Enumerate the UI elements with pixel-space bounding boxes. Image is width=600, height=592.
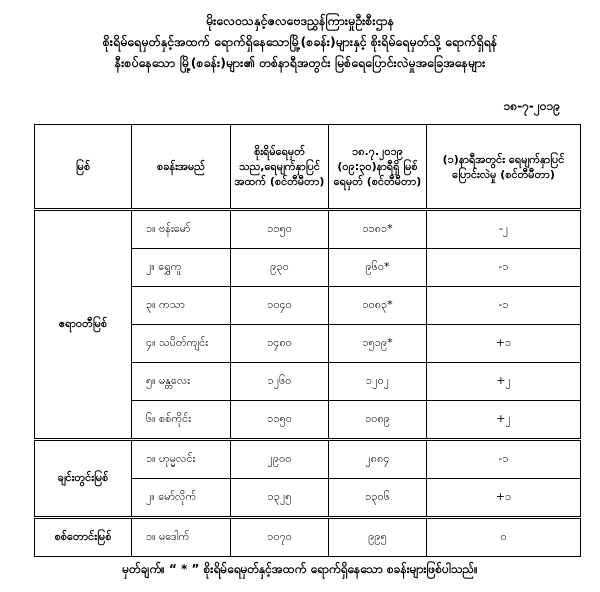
- hourly-change: +၂: [427, 363, 581, 401]
- danger-level: ၁၂၆၀: [231, 363, 329, 401]
- danger-level: ၂၉၀၀: [231, 440, 329, 479]
- current-level: ၁၀၈၉: [329, 401, 427, 440]
- header-line-3: နီးစပ်နေသော မြို့(စခန်း)များ၏ တစ်နာရီအတွင်း မြစ်ရေပြောင်းလဲမှုအခြေအနေများ: [114, 55, 486, 70]
- hourly-change: +၁: [427, 479, 581, 518]
- table-row: [35, 210, 581, 249]
- hourly-change: -၁: [427, 249, 581, 287]
- document-header: [0, 10, 600, 73]
- hourly-change: -၁: [427, 287, 581, 325]
- header-danger-level: စိုးရိမ်ရေမှတ် သည,ရေမျက်နှာပြင် အထက် (စင်တီမီတာ): [231, 125, 329, 210]
- footnote: မှတ်ချက်။ “ * ” စိုးရိမ်ရေမှတ်နှင့်အထက် ရောက်ရှိနေသော စခန်းများဖြစ်ပါသည်။: [122, 562, 478, 576]
- current-level: ၉၉၅: [329, 518, 427, 557]
- danger-level: ၁၀၇၀: [231, 518, 329, 557]
- hourly-change: +၂: [427, 401, 581, 440]
- station-name: ၄။ သပိတ်ကျင်း: [132, 325, 231, 363]
- header-current-level: ၁၈.၇.၂၀၁၉ (၀၉:၃၀)နာရီရှိ မြစ်ရေမှတ် (စင်တီမီတာ): [329, 125, 427, 210]
- station-name: ၃။ ကသာ: [132, 287, 231, 325]
- station-name: ၁။ ဟုမ္မလင်း: [132, 440, 231, 479]
- hourly-change: ၀: [427, 518, 581, 557]
- river-name: စစ်တောင်းမြစ်: [35, 518, 132, 557]
- report-date: ၁၈-၇-၂၀၁၉: [503, 99, 560, 113]
- hourly-change: -၁: [427, 440, 581, 479]
- current-level: ၉၆၀*: [329, 249, 427, 287]
- header-hourly-change: (၁)နာရီအတွင်း ရေမျက်နှာပြင်ပြောင်းလဲမှု (စင်တီမီတာ): [427, 125, 581, 210]
- danger-level: ၁၀၄၀: [231, 287, 329, 325]
- danger-level: ၁၄၈၀: [231, 325, 329, 363]
- station-name: ၂။ မော်လိုက်: [132, 479, 231, 518]
- header-line-1: မိုးလေဝသနှင့်ဇလဗေဒညွှန်ကြားမှုဦးစီးဌာန: [205, 13, 395, 28]
- header-station: စခန်းအမည်: [132, 125, 231, 210]
- river-level-table: [34, 124, 581, 557]
- table-row: [35, 440, 581, 479]
- hourly-change: -၂: [427, 210, 581, 249]
- current-level: ၁၃၀၆: [329, 479, 427, 518]
- header-river: မြစ်: [35, 125, 132, 210]
- current-level: ၁၂၀၂: [329, 363, 427, 401]
- river-name: ချင်းတွင်းမြစ်: [35, 440, 132, 518]
- table-header-row: [35, 125, 581, 210]
- station-name: ၁။ ဗန်းမော်: [132, 210, 231, 249]
- danger-level: ၉၃၀: [231, 249, 329, 287]
- river-name: ဧရာဝတီမြစ်: [35, 210, 132, 440]
- header-line-2: စိုးရိမ်ရေမှတ်နှင့်အထက် ရောက်ရှိနေသောမြို့(စခန်း)များနှင့် စိုးရိမ်ရေမှတ်သို့ ရောက်ရှိရန်: [102, 34, 498, 49]
- current-level: ၁၀၈၃*: [329, 287, 427, 325]
- current-level: ၁၁၈၁*: [329, 210, 427, 249]
- current-level: ၂၈၈၄: [329, 440, 427, 479]
- station-name: ၂။ ရွှေကူ: [132, 249, 231, 287]
- station-name: ၅။ မန္တလေး: [132, 363, 231, 401]
- station-name: ၆။ စစ်ကိုင်း: [132, 401, 231, 440]
- danger-level: ၁၁၅၀: [231, 401, 329, 440]
- danger-level: ၁၃၂၅: [231, 479, 329, 518]
- danger-level: ၁၁၅၀: [231, 210, 329, 249]
- table-row: [35, 518, 581, 557]
- current-level: ၁၅၁၉*: [329, 325, 427, 363]
- station-name: ၁။ မဒေါက်: [132, 518, 231, 557]
- hourly-change: +၁: [427, 325, 581, 363]
